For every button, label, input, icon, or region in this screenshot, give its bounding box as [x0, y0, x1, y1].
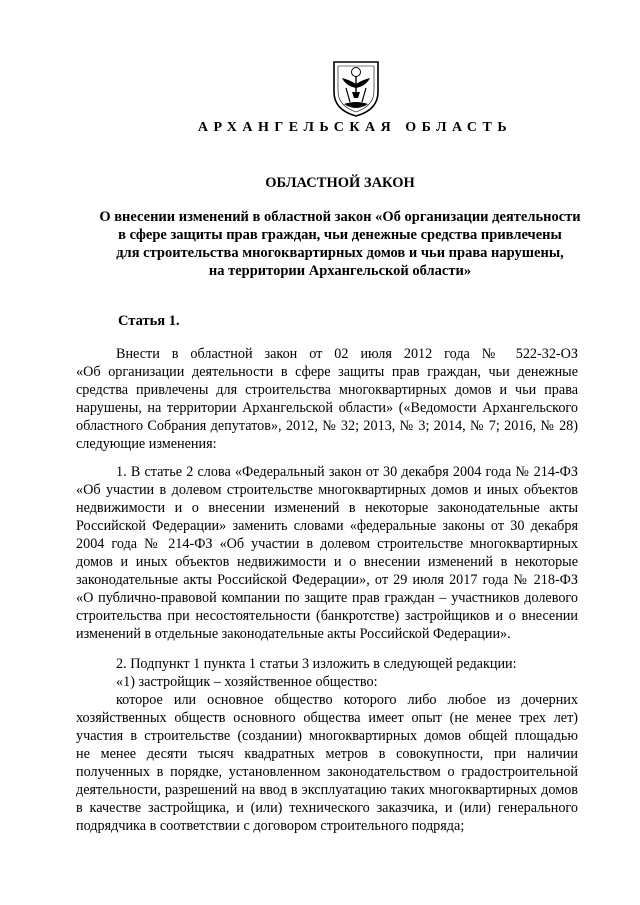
region-name: АРХАНГЕЛЬСКАЯ ОБЛАСТЬ — [197, 120, 513, 135]
paragraph-line: Российской Федерации» заменить словами «федеральные законы от 30 декабря — [76, 518, 578, 534]
paragraph-line: Внести в областной закон от 02 июля 2012 года № 522-32-ОЗ — [116, 346, 578, 362]
paragraph-line: «О публично-правовой компании по защите прав граждан – участников долевого — [76, 590, 578, 606]
law-title-line: в сфере защиты прав граждан, чьи денежные средства привлечены — [118, 227, 562, 243]
paragraph-line: «Об участии в долевом строительстве многоквартирных домов и иных объектов — [76, 482, 578, 498]
paragraph-line: участия в строительстве (создании) многоквартирных домов общей площадью — [76, 728, 578, 744]
paragraph-line: областного Собрания депутатов», 2012, № 32; 2013, № 3; 2014, № 7; 2016, № 28) — [76, 418, 578, 434]
paragraph-line: нарушены, на территории Архангельской области» («Ведомости Архангельского — [76, 400, 578, 416]
paragraph-line: хозяйственных обществ основного общества имеет опыт (не менее трех лет) — [76, 710, 578, 726]
law-title — [60, 208, 620, 280]
paragraph-line: законодательные акты Российской Федерации», от 29 июля 2017 года № 218-ФЗ — [76, 572, 578, 588]
law-title-line: на территории Архангельской области» — [208, 263, 472, 279]
paragraph-line: «1) застройщик – хозяйственное общество: — [116, 674, 378, 690]
amendment-item-2 — [76, 655, 578, 835]
paragraph-line: недвижимости и о внесении изменений в некоторые законодательные акты — [76, 500, 578, 516]
paragraph-line: не менее десяти тысяч квадратных метров в совокупности, при наличии — [76, 746, 578, 762]
paragraph-line: домов и иных объектов недвижимости и о внесении изменений в некоторые — [76, 554, 578, 570]
paragraph-line: полученных в порядке, установленном законодательством о градостроительной — [76, 764, 578, 780]
law-type-heading: ОБЛАСТНОЙ ЗАКОН — [265, 175, 415, 191]
paragraph-line: 1. В статье 2 слова «Федеральный закон от 30 декабря 2004 года № 214-ФЗ — [116, 464, 578, 480]
law-title-line: для строительства многоквартирных домов и чьи права нарушены, — [116, 245, 564, 261]
paragraph-line: изменений в отдельные законодательные акты Российской Федерации». — [76, 626, 511, 642]
law-title-line: О внесении изменений в областной закон «Об организации деятельности — [99, 209, 581, 225]
paragraph-line: в качестве застройщика, и (или) технического заказчика, и (или) генерального — [76, 800, 578, 816]
paragraph-line: средства привлечены для строительства многоквартирных домов и чьи права — [76, 382, 578, 398]
paragraph-line: которое или основное общество которого либо любое из дочерних — [116, 692, 578, 708]
paragraph-line: «Об организации деятельности в сфере защиты прав граждан, чьи денежные — [76, 364, 578, 380]
paragraph-line: строительства при несостоятельности (банкротстве) застройщиков и о внесении — [76, 608, 578, 624]
amendment-item-1 — [76, 463, 578, 643]
coat-of-arms-icon — [330, 58, 382, 118]
paragraph-line: следующие изменения: — [76, 436, 217, 452]
article-heading: Статья 1. — [118, 313, 180, 329]
paragraph-line: 2. Подпункт 1 пункта 1 статьи 3 изложить в следующей редакции: — [116, 656, 517, 672]
paragraph-line: 2004 года № 214-ФЗ «Об участии в долевом строительстве многоквартирных — [76, 536, 578, 552]
article-intro-paragraph — [76, 345, 578, 453]
paragraph-line: подрядчика в соответствии с договором строительного подряда; — [76, 818, 465, 834]
paragraph-line: деятельности, разрешений на ввод в эксплуатацию таких многоквартирных домов — [76, 782, 578, 798]
